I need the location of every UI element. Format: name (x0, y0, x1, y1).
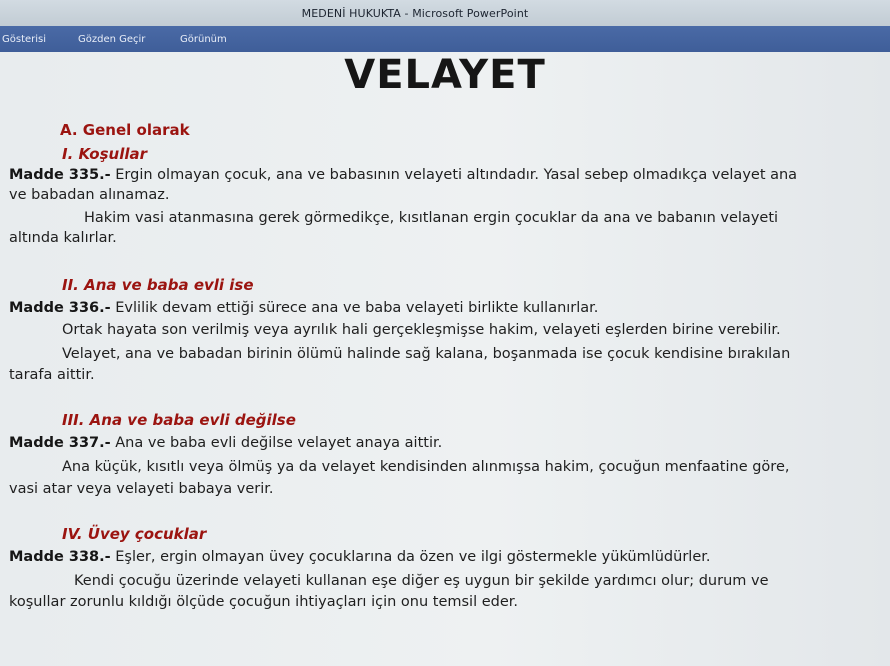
subheading-3: III. Ana ve baba evli değilse (62, 411, 296, 429)
madde-336-line-3: Velayet, ana ve babadan birinin ölümü halinde sağ kalana, boşanmada ise çocuk kendisine bırakılan (62, 346, 791, 362)
madde-337-line-3: vasi atar veya velayeti babaya verir. (9, 481, 274, 497)
madde-338-line-3: koşullar zorunlu kıldığı ölçüde çocuğun ihtiyaçları için onu temsil eder. (9, 594, 518, 610)
madde-335-line-4: altında kalırlar. (9, 230, 117, 246)
madde-335-line-1 (9, 167, 797, 183)
madde-337-line-1 (9, 435, 442, 451)
madde-338-label: Madde 338.- (9, 549, 111, 565)
madde-336-line-2: Ortak hayata son verilmiş veya ayrılık hali gerçekleşmişse hakim, velayeti eşlerden birine verebilir. (62, 322, 781, 338)
subheading-1: I. Koşullar (62, 145, 148, 163)
madde-335-text-1: Ergin olmayan çocuk, ana ve babasının velayeti altındadır. Yasal sebep olmadıkça velayet ana (110, 167, 798, 183)
slide-canvas (0, 52, 890, 666)
tab-view[interactable]: Görünüm (180, 34, 227, 45)
madde-336-text-1: Evlilik devam ettiği sürece ana ve baba velayeti birlikte kullanırlar. (110, 300, 599, 316)
madde-335-line-3: Hakim vasi atanmasına gerek görmedikçe, kısıtlanan ergin çocuklar da ana ve babanın velayeti (84, 210, 779, 226)
tab-slide-show[interactable]: Gösterisi (2, 34, 47, 45)
madde-336-line-4: tarafa aittir. (9, 367, 95, 383)
madde-335-line-2: ve babadan alınamaz. (9, 187, 170, 203)
madde-336-label: Madde 336.- (9, 300, 111, 316)
ribbon-tab-bar (0, 26, 890, 52)
madde-338-line-1 (9, 549, 710, 565)
madde-335-label: Madde 335.- (9, 167, 111, 183)
madde-337-text-1: Ana ve baba evli değilse velayet anaya aittir. (110, 435, 443, 451)
madde-337-line-2: Ana küçük, kısıtlı veya ölmüş ya da velayet kendisinden alınmışsa hakim, çocuğun menfaatine göre, (62, 459, 790, 475)
subheading-2: II. Ana ve baba evli ise (62, 276, 254, 294)
madde-338-line-2: Kendi çocuğu üzerinde velayeti kullanan eşe diğer eş uygun bir şekilde yardımcı olur; durum ve (74, 573, 769, 589)
tab-review[interactable]: Gözden Geçir (78, 34, 146, 45)
madde-337-label: Madde 337.- (9, 435, 111, 451)
madde-338-text-1: Eşler, ergin olmayan üvey çocuklarına da özen ve ilgi göstermekle yükümlüdürler. (110, 549, 711, 565)
window-titlebar (0, 0, 890, 26)
slide-title: VELAYET (344, 52, 546, 98)
subheading-4: IV. Üvey çocuklar (62, 525, 207, 543)
madde-336-line-1 (9, 300, 598, 316)
section-heading-a: A. Genel olarak (60, 121, 190, 139)
window-title: MEDENİ HUKUKTA - Microsoft PowerPoint (301, 7, 529, 20)
